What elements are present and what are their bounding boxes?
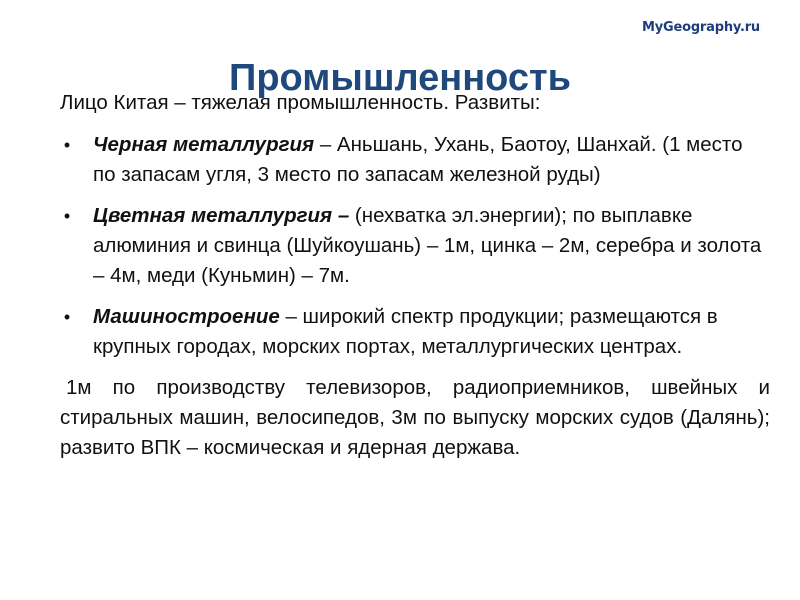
summary-paragraph: 1м по производству телевизоров, радиоприемников, швейных и стиральных машин, велосипедов, 3м по выпуску морских судов (Далянь); развито ВПК – космическая и ядерная держава. bbox=[60, 376, 770, 459]
list-item bbox=[60, 130, 770, 190]
bullet-icon: • bbox=[63, 135, 71, 155]
intro-text: Лицо Китая – тяжелая промышленность. Развиты: bbox=[60, 91, 541, 114]
industry-list bbox=[60, 130, 770, 362]
slide-body bbox=[60, 88, 770, 484]
bullet-term: Машиностроение bbox=[93, 305, 280, 328]
bullet-term: Черная металлургия bbox=[93, 133, 315, 156]
site-watermark-logo: MyGeography.ru bbox=[642, 20, 760, 35]
bullet-icon: • bbox=[63, 307, 71, 327]
bullet-text: – широкий спектр продукции; размещаются в крупных городах, морских портах, металлургических центрах. bbox=[93, 305, 718, 358]
bullet-icon: • bbox=[63, 206, 71, 226]
bullet-text: (нехватка эл.энергии); по выплавке алюминия и свинца (Шуйкоушань) – 1м, цинка – 2м, серебра и золота – 4м, меди (Куньмин) – 7м. bbox=[93, 204, 762, 287]
slide-title: Промышленность bbox=[229, 57, 571, 100]
bullet-text: – Аньшань, Ухань, Баотоу, Шанхай. (1 место по запасам угля, 3 место по запасам железной руды) bbox=[93, 133, 743, 186]
list-item bbox=[60, 302, 770, 362]
bullet-term: Цветная металлургия – bbox=[93, 204, 350, 227]
list-item bbox=[60, 201, 770, 291]
